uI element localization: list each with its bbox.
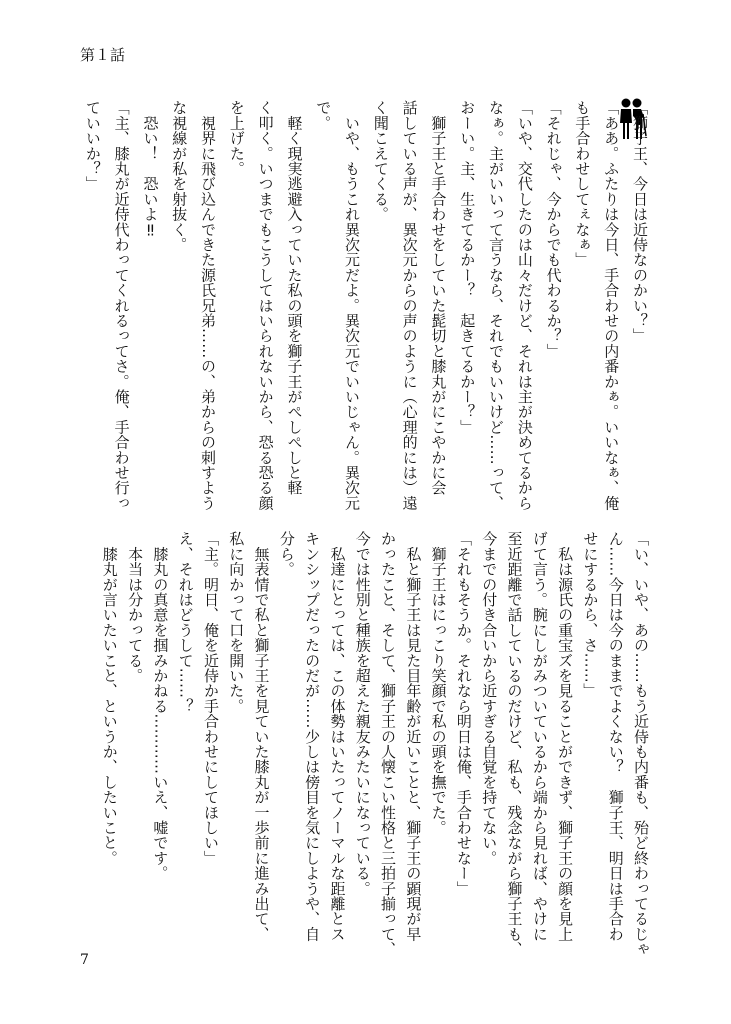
text-line: 私と獅子王は見た目年齢が近いことと、獅子王の顕現が早 [404, 531, 423, 942]
chapter-title: 第１話 [80, 46, 126, 64]
text-line: く聞こえてくる。 [371, 100, 390, 222]
text-line: 「主、膝丸が近侍代わってくれるってさ。俺、手合わせ行っ [112, 100, 131, 511]
lower-text-block [96, 531, 653, 957]
text-line: 話している声が、異次元からの声のように（心理的には）遠 [400, 100, 419, 511]
text-line: 分ら。 [277, 531, 296, 577]
text-line: 今までの付き合いから近すぎる自覚を持てない。 [480, 531, 499, 866]
text-line: いや、もうこれ異次元だよ。異次元でいいじゃん。異次元 [343, 100, 362, 511]
text-line: 無表情で私と獅子王を見ていた膝丸が一歩前に進み出て、 [252, 531, 271, 942]
text-line: 「それじゃ、今からでも代わるか？」 [544, 100, 563, 359]
text-line: ん……今日は今のままでよくない？ 獅子王、明日は手合わ [606, 531, 625, 942]
text-line: く叩く。いつまでもこうしてはいられないから、恐る恐る顔 [256, 100, 275, 511]
text-line: キンシップだったのだが……少しは傍目を気にしようや、自 [303, 531, 322, 942]
text-line: え、それはどうして……？ [176, 531, 195, 714]
text-line: 「主。明日、俺を近侍か手合わせにしてほしい」 [201, 531, 220, 866]
text-line: 「ああ。ふたりは今日、手合わせの内番かぁ。いいなぁ、俺 [602, 100, 621, 511]
text-line: 私に向かって口を開いた。 [227, 531, 246, 714]
text-line: 視界に飛び込んできた源氏兄弟……の、弟からの刺すよう [199, 100, 218, 511]
text-line: おーい。主、生きてるかー？ 起きてるかー？」 [458, 100, 477, 435]
text-line: 今では性別と種族を超えた親友みたいになっている。 [353, 531, 372, 896]
text-line: 私は源氏の重宝ズを見ることができず、獅子王の顔を見上 [556, 531, 575, 942]
text-line: も手合わせしてぇなぁ」 [573, 100, 592, 268]
text-line: なぁ。主がいいって言うなら、それでもいいけど……って、 [487, 100, 506, 511]
text-line: 「いや、交代したのは山々だけど、それは主が決めてるから [515, 100, 534, 511]
text-line: 本当は分かってる。 [126, 531, 145, 683]
text-line: ていいか？」 [83, 100, 102, 192]
text-line: 獅子王と手合わせをしていた髭切と膝丸がにこやかに会 [429, 100, 448, 496]
text-line: 膝丸の真意を掴みかねる…………いえ、嘘です。 [151, 531, 170, 881]
text-line: を上げた。 [227, 100, 246, 176]
upper-text-block [78, 100, 654, 511]
text-line: 「い、いや、あの……もう近侍も内番も、殆ど終わってるじゃ [632, 531, 650, 957]
text-line: 膝丸が言いたいこと、というか、したいこと。 [100, 531, 119, 866]
text-line: げて言う。腕にしがみついているから端から見れば、やけに [530, 531, 549, 942]
text-line: 至近距離で話しているのだけど、私も、残念ながら獅子王も、 [505, 531, 524, 957]
text-line: 恐い！ 恐いよ‼ [141, 100, 160, 240]
text-line: せにするから、さ……」 [581, 531, 600, 699]
text-line: 軽く現実逃避入っていた私の頭を獅子王がぺしぺしと軽 [285, 100, 304, 496]
text-line: 「獅子王、今日は近侍なのかい？」 [631, 100, 649, 344]
text-line: かったこと、そして、獅子王の人懐こい性格と三拍子揃って、 [379, 531, 398, 957]
text-line: 「それもそうか。それなら明日は俺、手合わせなー」 [454, 531, 473, 896]
text-line: で。 [314, 100, 333, 131]
page-number: 7 [80, 952, 89, 968]
text-line: 私達にとっては、この体勢はいたってノーマルな距離とス [328, 531, 347, 942]
text-line: な視線が私を射抜く。 [170, 100, 189, 252]
text-line: 獅子王はにっこり笑顔で私の頭を撫でた。 [429, 531, 448, 835]
